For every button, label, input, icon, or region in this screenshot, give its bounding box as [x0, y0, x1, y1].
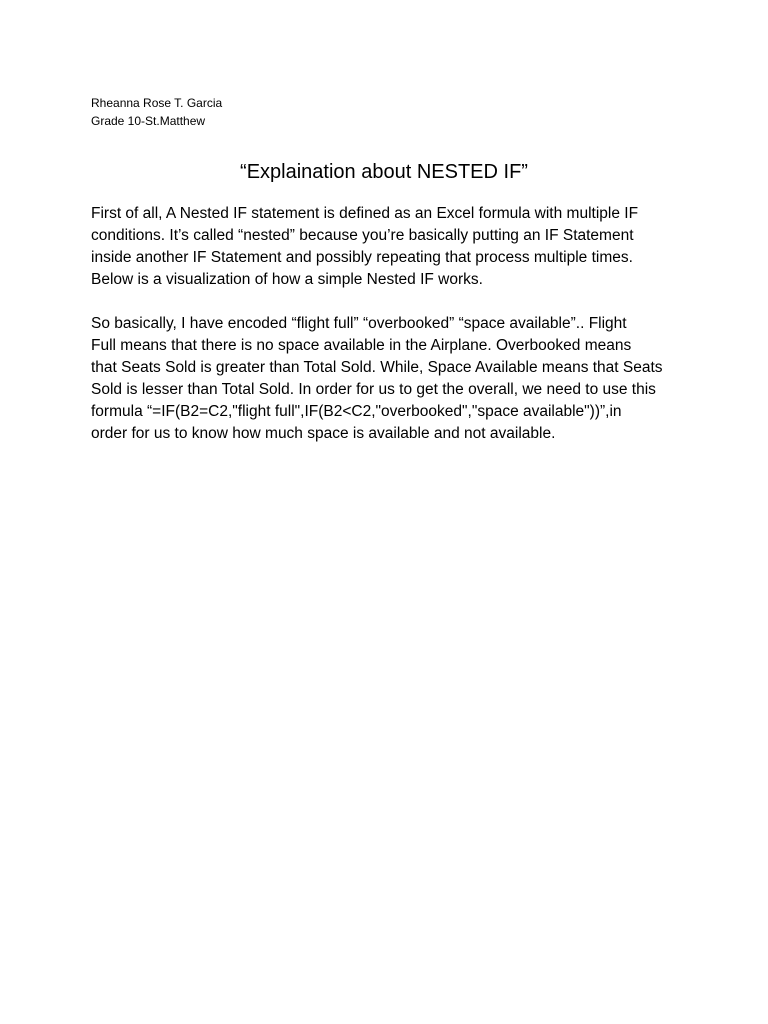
paragraph-line: inside another IF Statement and possibly repeating that process multiple times. — [91, 249, 633, 266]
paragraph-line: Below is a visualization of how a simple Nested IF works. — [91, 271, 483, 288]
paragraph-line: So basically, I have encoded “flight full” “overbooked” “space available”.. Flight — [91, 315, 627, 332]
author-name: Rheanna Rose T. Garcia — [91, 96, 223, 110]
author-grade: Grade 10-St.Matthew — [91, 114, 206, 128]
document-title: “Explaination about NESTED IF” — [240, 161, 528, 183]
paragraph-line: formula “=IF(B2=C2,"flight full",IF(B2<C2,"overbooked","space available"))”,in — [91, 403, 622, 420]
paragraph-line: order for us to know how much space is available and not available. — [91, 425, 556, 442]
author-block — [91, 94, 222, 130]
paragraph-line: Sold is lesser than Total Sold. In order for us to get the overall, we need to use this — [91, 381, 656, 398]
paragraph-line: Full means that there is no space available in the Airplane. Overbooked means — [91, 337, 632, 354]
paragraph-1 — [91, 203, 691, 291]
paragraph-line: that Seats Sold is greater than Total Sold. While, Space Available means that Seats — [91, 359, 663, 376]
paragraph-2 — [91, 313, 691, 445]
paragraph-line: First of all, A Nested IF statement is defined as an Excel formula with multiple IF — [91, 205, 639, 222]
paragraph-line: conditions. It’s called “nested” because you’re basically putting an IF Statement — [91, 227, 634, 244]
